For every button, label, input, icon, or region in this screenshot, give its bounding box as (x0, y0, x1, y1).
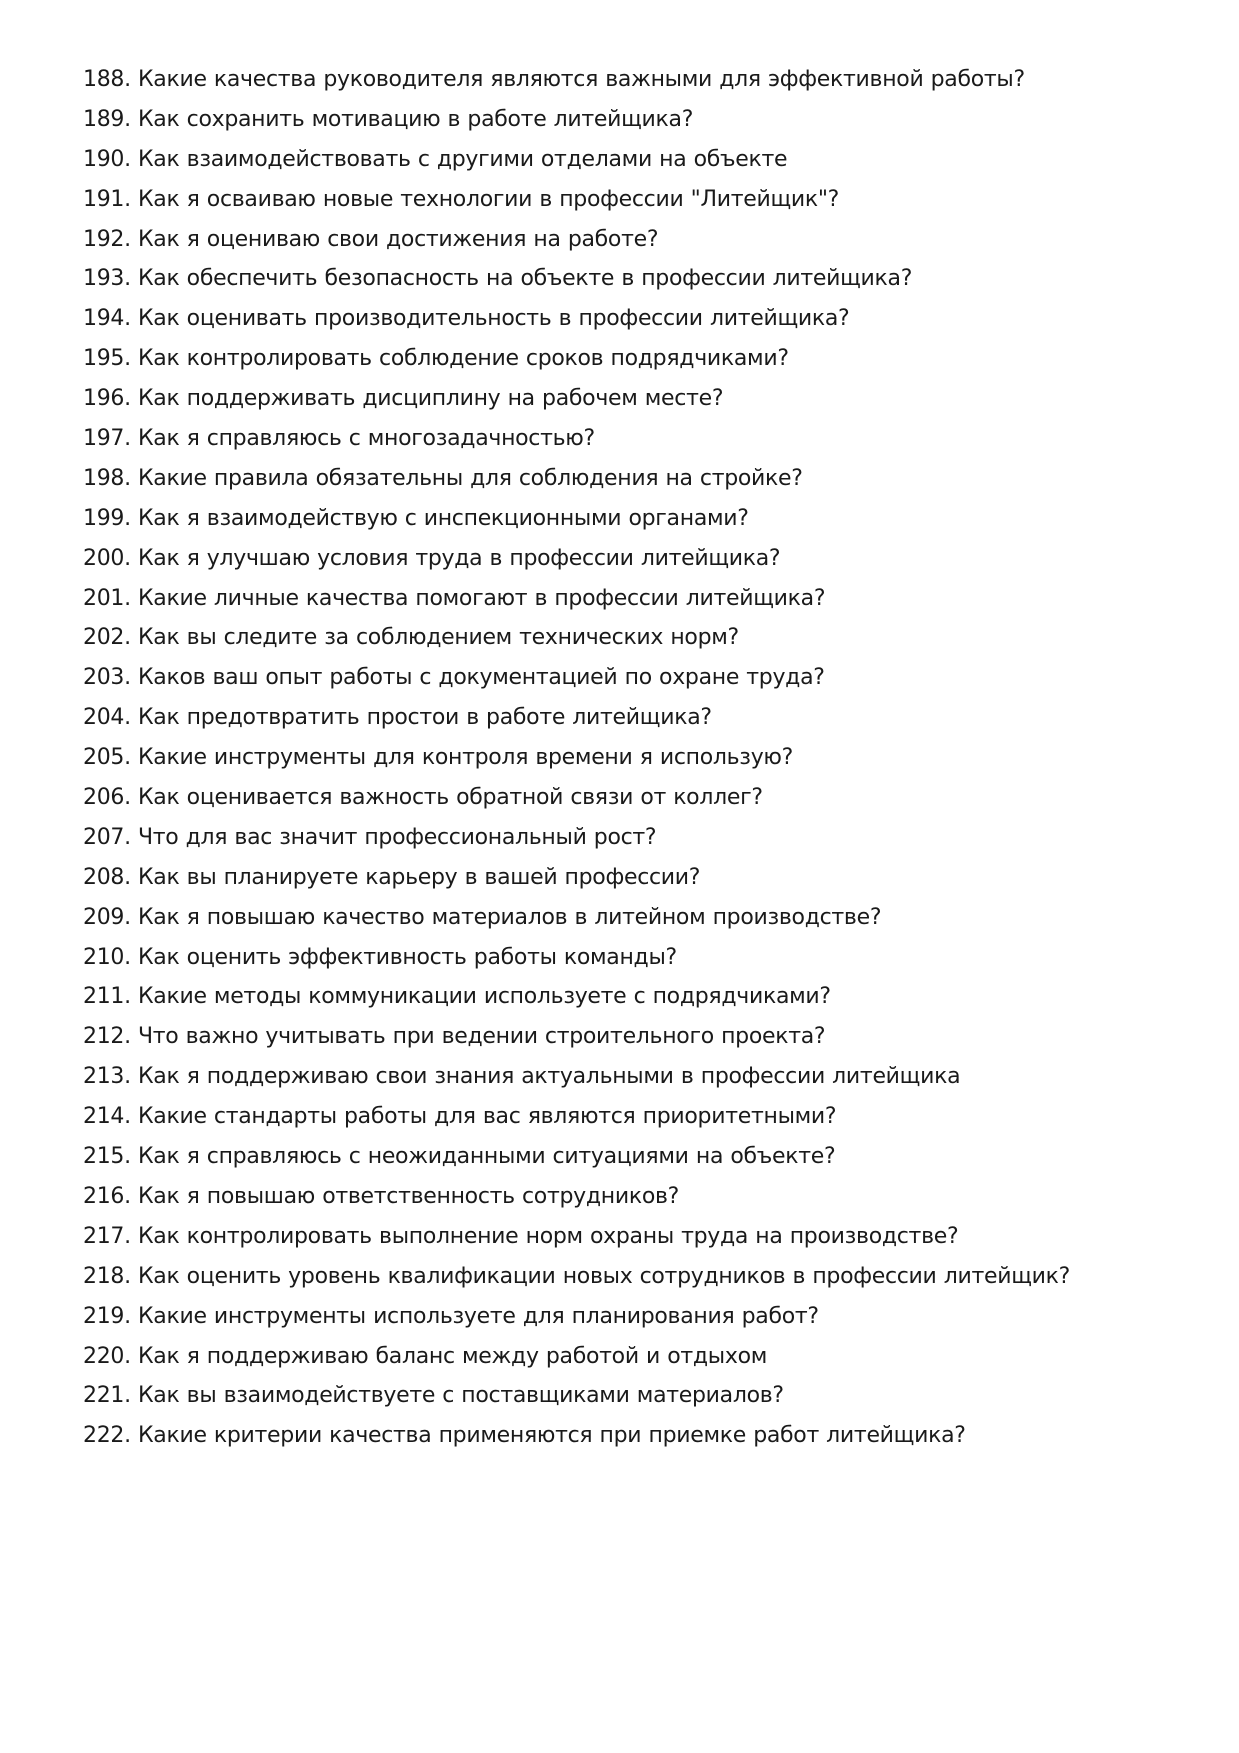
question-item: 192. Как я оцениваю свои достижения на работе? (83, 226, 659, 252)
question-item: 202. Как вы следите за соблюдением технических норм? (83, 625, 739, 651)
question-item: 201. Какие личные качества помогают в профессии литейщика? (83, 585, 826, 611)
question-item: 209. Как я повышаю качество материалов в литейном производстве? (83, 904, 882, 930)
question-item: 206. Как оценивается важность обратной связи от коллег? (83, 785, 763, 811)
question-item: 198. Какие правила обязательны для соблюдения на стройке? (83, 465, 803, 491)
question-item: 188. Какие качества руководителя являются важными для эффективной работы? (83, 67, 1025, 92)
question-item: 205. Какие инструменты для контроля времени я использую? (83, 745, 794, 771)
question-item: 196. Как поддерживать дисциплину на рабочем месте? (83, 386, 724, 412)
question-item: 213. Как я поддерживаю свои знания актуальными в профессии литейщика (83, 1064, 961, 1090)
question-item: 215. Как я справляюсь с неожиданными ситуациями на объекте? (83, 1144, 836, 1170)
question-item: 195. Как контролировать соблюдение сроков подрядчиками? (83, 346, 789, 372)
question-item: 212. Что важно учитывать при ведении строительного проекта? (83, 1024, 826, 1050)
question-item: 220. Как я поддерживаю баланс между работой и отдыхом (83, 1343, 768, 1369)
question-item: 199. Как я взаимодействую с инспекционными органами? (83, 505, 749, 531)
question-item: 218. Как оценить уровень квалификации новых сотрудников в профессии литейщик? (83, 1263, 1071, 1289)
question-item: 200. Как я улучшаю условия труда в профессии литейщика? (83, 545, 781, 571)
question-item: 189. Как сохранить мотивацию в работе литейщика? (83, 106, 694, 132)
question-item: 193. Как обеспечить безопасность на объекте в профессии литейщика? (83, 266, 913, 292)
question-item: 217. Как контролировать выполнение норм охраны труда на производстве? (83, 1223, 959, 1249)
question-list (83, 60, 1070, 1456)
question-item: 214. Какие стандарты работы для вас являются приоритетными? (83, 1104, 837, 1130)
question-item: 190. Как взаимодействовать с другими отделами на объекте (83, 146, 788, 172)
question-item: 197. Как я справляюсь с многозадачностью? (83, 426, 595, 452)
question-item: 194. Как оценивать производительность в профессии литейщика? (83, 306, 850, 332)
question-item: 216. Как я повышаю ответственность сотрудников? (83, 1183, 680, 1209)
question-item: 211. Какие методы коммуникации используете с подрядчиками? (83, 984, 831, 1010)
question-item: 219. Какие инструменты используете для планирования работ? (83, 1303, 819, 1329)
question-item: 222. Какие критерии качества применяются при приемке работ литейщика? (83, 1423, 966, 1449)
question-item: 191. Как я осваиваю новые технологии в профессии "Литейщик"? (83, 186, 840, 212)
question-item: 204. Как предотвратить простои в работе литейщика? (83, 705, 712, 731)
question-item: 208. Как вы планируете карьеру в вашей профессии? (83, 864, 701, 890)
question-item: 207. Что для вас значит профессиональный рост? (83, 824, 657, 850)
question-item: 203. Каков ваш опыт работы с документацией по охране труда? (83, 665, 825, 691)
question-item: 210. Как оценить эффективность работы команды? (83, 944, 677, 970)
question-item: 221. Как вы взаимодействуете с поставщиками материалов? (83, 1383, 784, 1409)
